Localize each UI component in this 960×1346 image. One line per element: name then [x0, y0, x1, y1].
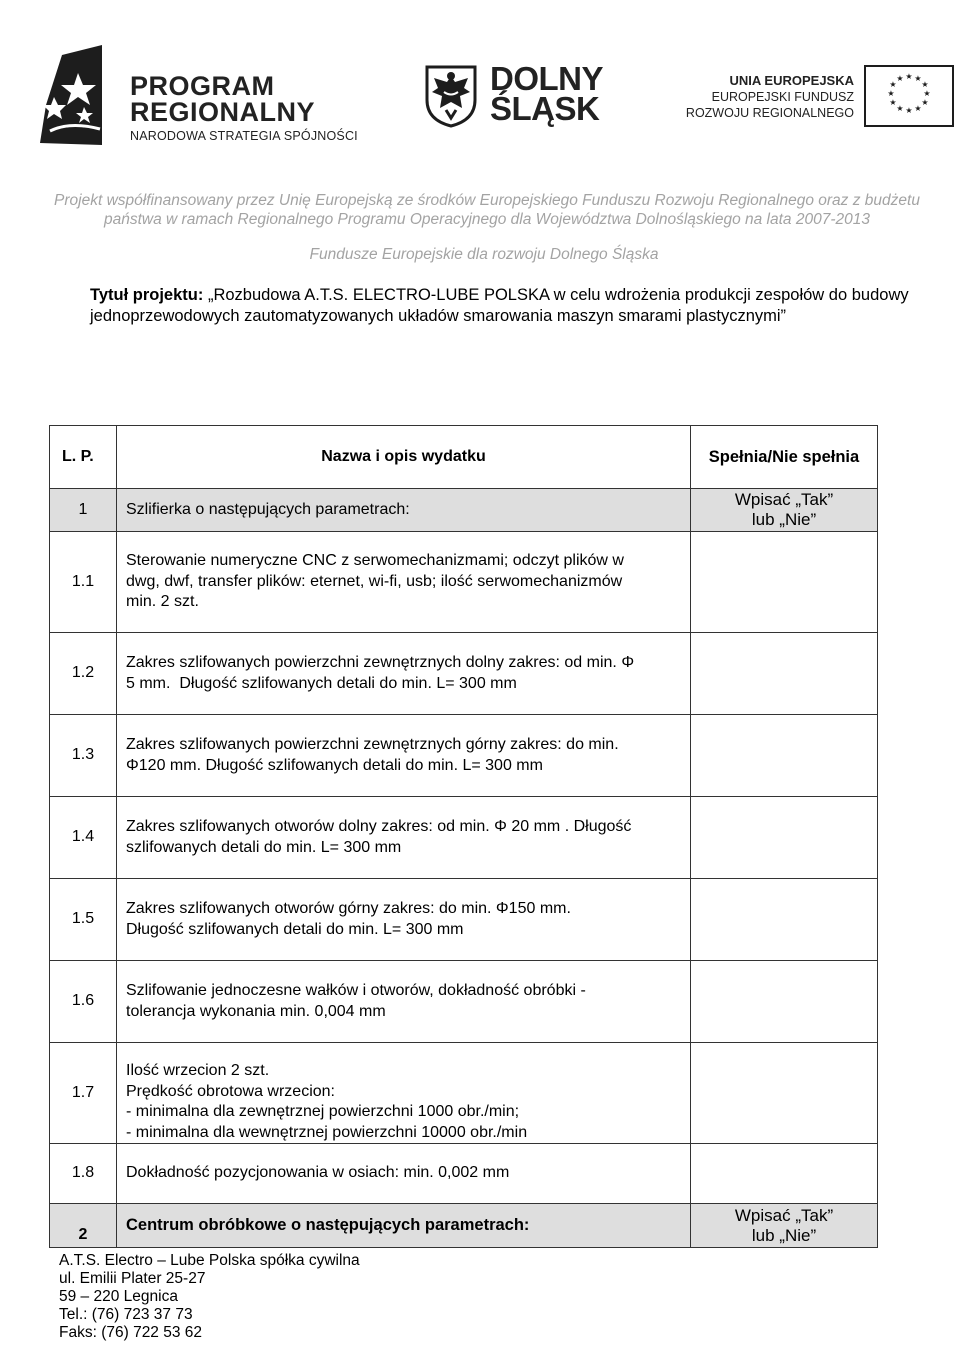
section-row: [50, 489, 878, 532]
footer-street: ul. Emilii Plater 25-27: [59, 1270, 206, 1287]
project-title-label: Tytuł projektu:: [90, 286, 204, 304]
eu-logo-line1: UNIA EUROPEJSKA: [729, 73, 854, 88]
section-instruction: Wpisać „Tak” lub „Nie”: [691, 489, 878, 532]
table-row: [50, 961, 878, 1043]
svg-text:★: ★: [887, 89, 895, 98]
svg-text:★: ★: [914, 104, 922, 113]
specification-table: [49, 425, 878, 1248]
row-description: Ilość wrzecion 2 szt. Prędkość obrotowa wrzecion: - minimalna dla zewnętrznej powierzchni 1000 obr./min; - minimalna dla wewnętrznej powierzchni 10000 obr./min: [117, 1043, 691, 1144]
row-description: Sterowanie numeryczne CNC z serwomechanizmami; odczyt plików w dwg, dwf, transfer plików: eternet, wi-fi, usb; ilość serwomechanizmów min. 2 szt.: [117, 532, 691, 633]
svg-text:★: ★: [889, 98, 897, 107]
table-header-row: [50, 426, 878, 489]
row-number: 1.1: [50, 532, 117, 633]
header-meets: Spełnia/Nie spełnia: [691, 426, 878, 489]
answer-cell[interactable]: [691, 1043, 878, 1144]
row-number: 1.2: [50, 633, 117, 715]
dolny-slask-line2: ŚLĄSK: [490, 90, 600, 127]
table-row: [50, 633, 878, 715]
svg-text:★: ★: [921, 98, 929, 107]
section-instruction: Wpisać „Tak” lub „Nie”: [691, 1204, 878, 1248]
logo-bar: [0, 40, 960, 150]
footer-city: 59 – 220 Legnica: [59, 1288, 178, 1305]
eagle-crest-icon: [424, 64, 478, 128]
cofinancing-line1: Projekt współfinansowany przez Unię Europejską ze środków Europejskiego Funduszu Rozwoju Regionalnego oraz z budżetu: [54, 192, 920, 209]
program-regionalny-emblem-icon: [40, 45, 122, 145]
svg-text:★: ★: [921, 80, 929, 89]
answer-cell[interactable]: [691, 1144, 878, 1204]
row-number: 1.6: [50, 961, 117, 1043]
header-name: Nazwa i opis wydatku: [117, 426, 691, 489]
section-number: 1: [50, 489, 117, 532]
section-title: Szlifierka o następujących parametrach:: [117, 489, 691, 532]
svg-text:★: ★: [889, 80, 897, 89]
program-logo-line1: PROGRAM: [130, 71, 275, 101]
table-row: [50, 797, 878, 879]
program-logo-line3: NARODOWA STRATEGIA SPÓJNOŚCI: [130, 129, 358, 143]
project-title-text: „Rozbudowa A.T.S. ELECTRO-LUBE POLSKA w celu wdrożenia produkcji zespołów do budowy jednoprzewodowych zautomatyzowanych układów smarowania maszyn smarami plastycznymi”: [90, 286, 909, 325]
row-description: Zakres szlifowanych powierzchni zewnętrznych górny zakres: do min. Φ120 mm. Długość szlifowanych detali do min. L= 300 mm: [117, 715, 691, 797]
funds-slogan: Fundusze Europejskie dla rozwoju Dolnego Śląska: [309, 246, 659, 263]
answer-cell[interactable]: [691, 961, 878, 1043]
svg-text:★: ★: [896, 104, 904, 113]
footer-fax: Faks: (76) 722 53 62: [59, 1324, 203, 1341]
eu-logo: [685, 65, 960, 135]
footer-phone: Tel.: (76) 723 37 73: [59, 1306, 193, 1323]
table-row: [50, 879, 878, 961]
footer-company: A.T.S. Electro – Lube Polska spółka cywilna: [59, 1252, 360, 1269]
eu-logo-line2: EUROPEJSKI FUNDUSZ: [711, 90, 854, 104]
table-row: [50, 1043, 878, 1144]
row-description: Szlifowanie jednoczesne wałków i otworów, dokładność obróbki - tolerancja wykonania min. 0,004 mm: [117, 961, 691, 1043]
section-row: [50, 1204, 878, 1248]
dolny-slask-logo: [424, 62, 624, 132]
answer-cell[interactable]: [691, 715, 878, 797]
row-number: 1.7: [50, 1043, 117, 1144]
table-row: [50, 1144, 878, 1204]
header-lp: L. P.: [50, 426, 117, 489]
section-number: 2: [50, 1204, 117, 1248]
svg-text:★: ★: [914, 74, 922, 83]
program-logo-line2: REGIONALNY: [130, 97, 316, 127]
row-number: 1.8: [50, 1144, 117, 1204]
dolny-slask-line1: DOLNY: [490, 60, 603, 97]
answer-cell[interactable]: [691, 532, 878, 633]
program-regionalny-logo: [40, 45, 360, 145]
row-number: 1.5: [50, 879, 117, 961]
svg-text:★: ★: [896, 74, 904, 83]
svg-text:★: ★: [905, 106, 913, 115]
cofinancing-line2: państwa w ramach Regionalnego Programu Operacyjnego dla Województwa Dolnośląskiego na lata 2007-2013: [104, 211, 870, 228]
row-description: Zakres szlifowanych powierzchni zewnętrznych dolny zakres: od min. Φ 5 mm. Długość szlifowanych detali do min. L= 300 mm: [117, 633, 691, 715]
svg-text:★: ★: [923, 89, 931, 98]
project-title: [90, 285, 920, 327]
row-number: 1.4: [50, 797, 117, 879]
table-row: [50, 715, 878, 797]
cofinancing-note: [0, 191, 960, 229]
table-row: [50, 532, 878, 633]
row-description: Zakres szlifowanych otworów górny zakres: do min. Φ150 mm. Długość szlifowanych detali do min. L= 300 mm: [117, 879, 691, 961]
row-description: Dokładność pozycjonowania w osiach: min. 0,002 mm: [117, 1144, 691, 1204]
answer-cell[interactable]: [691, 797, 878, 879]
eu-flag-icon: [864, 65, 954, 127]
answer-cell[interactable]: [691, 633, 878, 715]
answer-cell[interactable]: [691, 879, 878, 961]
eu-logo-line3: ROZWOJU REGIONALNEGO: [685, 106, 854, 120]
svg-text:★: ★: [905, 72, 913, 81]
section-title: Centrum obróbkowe o następujących parametrach:: [117, 1204, 691, 1248]
row-description: Zakres szlifowanych otworów dolny zakres: od min. Φ 20 mm . Długość szlifowanych detali do min. L= 300 mm: [117, 797, 691, 879]
company-footer: [59, 1252, 360, 1342]
row-number: 1.3: [50, 715, 117, 797]
